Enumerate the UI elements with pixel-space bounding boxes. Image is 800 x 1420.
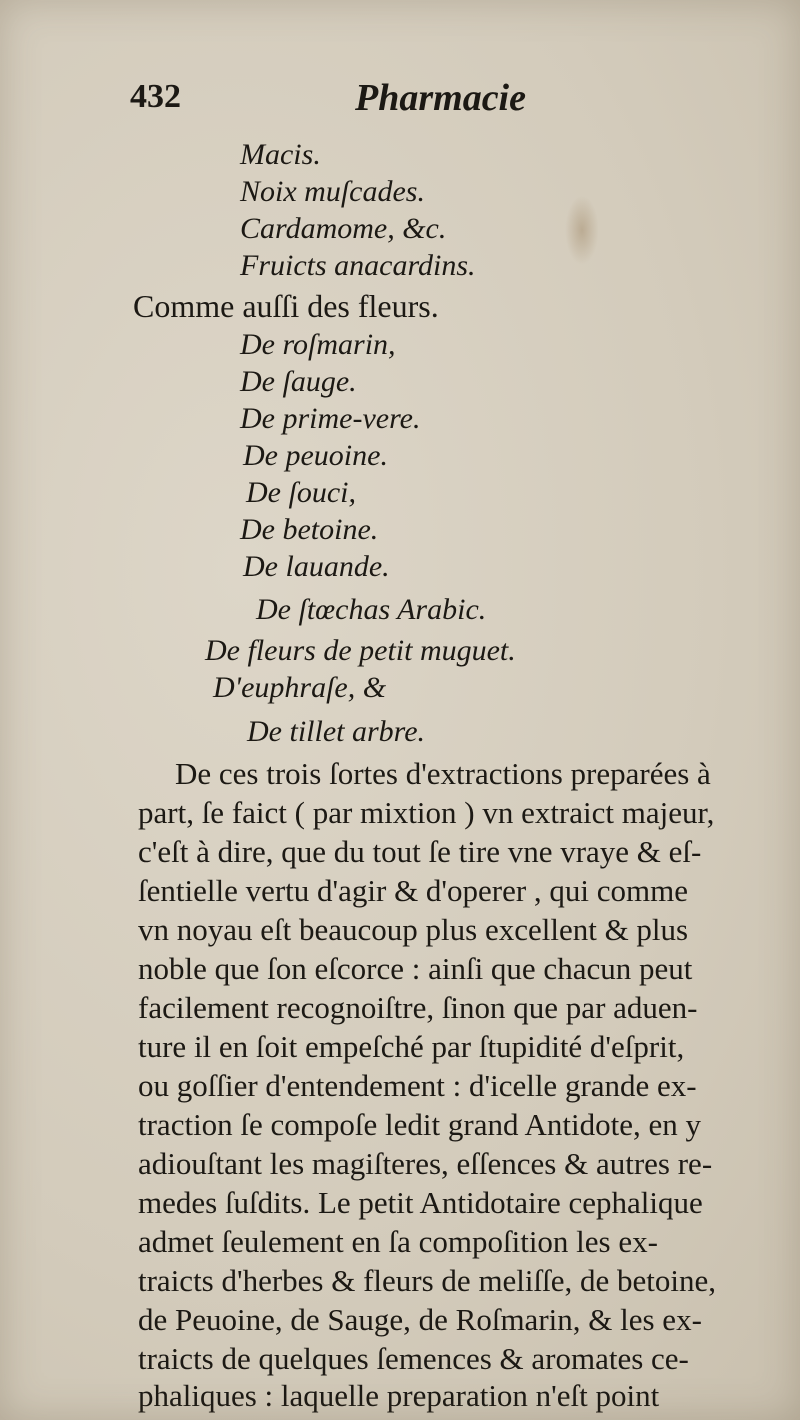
paragraph-line: De ces trois ſortes d'extractions preparées à xyxy=(175,756,711,791)
paragraph-line: medes ſuſdits. Le petit Antidotaire cephalique xyxy=(138,1185,703,1220)
list-item: Noix muſcades. xyxy=(240,175,425,208)
paragraph-line: traicts d'herbes & fleurs de meliſſe, de betoine, xyxy=(138,1263,717,1298)
paragraph-line: facilement recognoiſtre, ſinon que par aduen- xyxy=(138,990,698,1025)
paragraph-line: traicts de quelques ſemences & aromates ce- xyxy=(138,1341,689,1376)
list-item: Macis. xyxy=(240,138,321,171)
paragraph-line: admet ſeulement en ſa compoſition les ex- xyxy=(138,1224,658,1259)
list-item: D'euphraſe, & xyxy=(213,671,387,704)
paragraph-line: vn noyau eſt beaucoup plus excellent & plus xyxy=(138,912,689,947)
paragraph-line: part, ſe faict ( par mixtion ) vn extraict majeur, xyxy=(138,795,715,830)
page-header xyxy=(130,70,550,130)
paragraph-line: de Peuoine, de Sauge, de Roſmarin, & les ex- xyxy=(138,1302,702,1337)
list-item: De prime-vere. xyxy=(240,402,421,435)
list-item: De lauande. xyxy=(243,550,390,583)
list-item: De peuoine. xyxy=(243,439,388,472)
paper-stain xyxy=(565,195,599,265)
section-heading: Comme auſſi des fleurs. xyxy=(133,288,439,324)
paragraph-line: ou goſſier d'entendement : d'icelle grande ex- xyxy=(138,1068,697,1103)
paragraph-line: traction ſe compoſe ledit grand Antidote, en y xyxy=(138,1107,702,1142)
list-item: Cardamome, &c. xyxy=(240,212,447,245)
list-item: Fruicts anacardins. xyxy=(240,249,476,282)
paragraph-line: adiouſtant les magiſteres, eſſences & autres re- xyxy=(138,1146,713,1181)
paragraph-line: c'eſt à dire, que du tout ſe tire vne vraye & eſ- xyxy=(138,834,702,869)
list-item: De fleurs de petit muguet. xyxy=(205,634,516,667)
list-item: De ſauge. xyxy=(240,365,357,398)
paragraph-line: phaliques : laquelle preparation n'eſt point xyxy=(138,1378,660,1413)
page-number: 432 xyxy=(130,78,181,115)
paragraph-line: noble que ſon eſcorce : ainſi que chacun peut xyxy=(138,951,693,986)
paragraph-line: ture il en ſoit empeſché par ſtupidité d'eſprit, xyxy=(138,1029,685,1064)
list-item: De ſouci, xyxy=(246,476,356,509)
list-item: De betoine. xyxy=(240,513,379,546)
list-item: De roſmarin, xyxy=(240,328,396,361)
list-item: De tillet arbre. xyxy=(247,715,426,748)
list-item: De ſtœchas Arabic. xyxy=(256,593,487,626)
running-head: Pharmacie xyxy=(355,77,526,119)
paragraph-line: ſentielle vertu d'agir & d'operer , qui comme xyxy=(138,873,689,908)
